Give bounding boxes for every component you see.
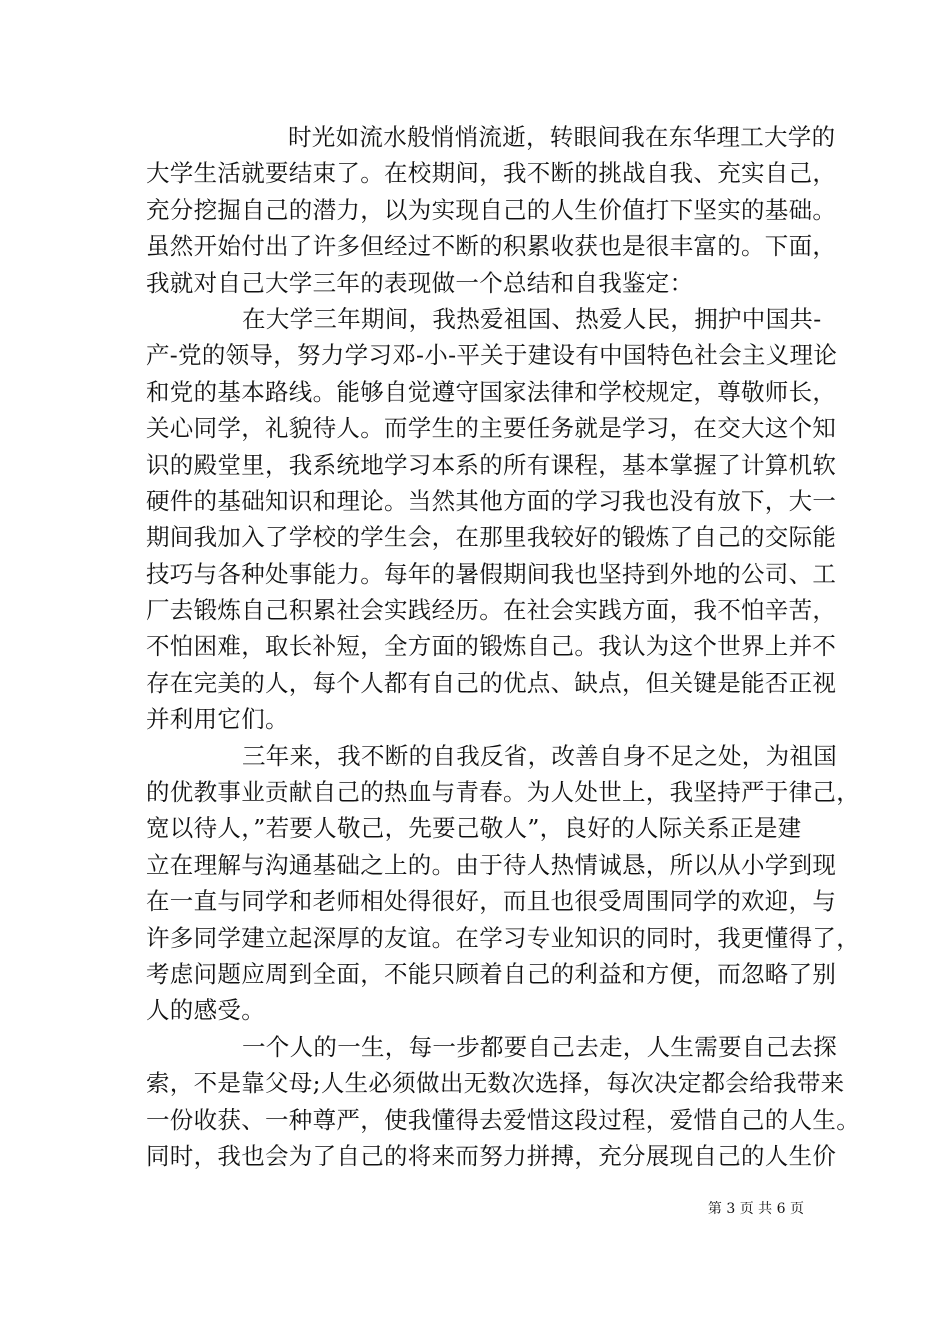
paragraph-line: 硬件的基础知识和理论。当然其他方面的学习我也没有放下，大一 (146, 486, 837, 515)
paragraph-line: 三年来，我不断的自我反省，改善自身不足之处，为祖国 (242, 741, 837, 770)
paragraph-line: 技巧与各种处事能力。每年的暑假期间我也坚持到外地的公司、工 (146, 559, 837, 588)
paragraph-line: 在一直与同学和老师相处得很好，而且也很受周围同学的欢迎，与 (146, 887, 837, 916)
page-number: 第 3 页 共 6 页 (707, 1201, 804, 1217)
paragraph-line: 考虑问题应周到全面，不能只顾着自己的利益和方便，而忽略了别 (146, 959, 837, 988)
paragraph-line: 虽然开始付出了许多但经过不断的积累收获也是很丰富的。下面， (146, 232, 837, 261)
paragraph-line: 期间我加入了学校的学生会，在那里我较好的锻炼了自己的交际能 (146, 523, 837, 552)
paragraph-line: 存在完美的人，每个人都有自己的优点、缺点，但关键是能否正视 (146, 668, 837, 697)
paragraph-line: 一个人的一生，每一步都要自己去走，人生需要自己去探 (242, 1032, 837, 1061)
paragraph-line: 我就对自己大学三年的表现做一个总结和自我鉴定： (146, 268, 694, 297)
paragraph-line: 产-党的领导，努力学习邓-小-平关于建设有中国特色社会主义理论 (146, 341, 838, 370)
paragraph-line: 许多同学建立起深厚的友谊。在学习专业知识的同时，我更懂得了， (146, 923, 860, 952)
document-body (146, 119, 860, 1174)
paragraph-line: 立在理解与沟通基础之上的。由于待人热情诚恳，所以从小学到现 (146, 850, 837, 879)
paragraph-line: 并利用它们。 (146, 705, 289, 734)
paragraph-line: 大学生活就要结束了。在校期间，我不断的挑战自我、充实自己， (146, 159, 837, 188)
paragraph-line: 厂去锻炼自己积累社会实践经历。在社会实践方面，我不怕辛苦， (146, 596, 837, 625)
paragraph-line: 宽以待人，”若要人敬己，先要己敬人”，良好的人际关系正是建 (146, 814, 802, 843)
paragraph-line: 同时，我也会为了自己的将来而努力拼搏，充分展现自己的人生价 (146, 1141, 837, 1170)
paragraph-line: 充分挖掘自己的潜力，以为实现自己的人生价值打下坚实的基础。 (146, 195, 837, 224)
paragraph-line: 人的感受。 (146, 996, 265, 1025)
paragraph-line: 和党的基本路线。能够自觉遵守国家法律和学校规定，尊敬师长， (146, 377, 837, 406)
paragraph-line: 不怕困难，取长补短，全方面的锻炼自己。我认为这个世界上并不 (146, 632, 837, 661)
paragraph-line: 一份收获、一种尊严，使我懂得去爱惜这段过程，爱惜自己的人生。 (146, 1105, 860, 1134)
paragraph-line: 时光如流水般悄悄流逝，转眼间我在东华理工大学的 (288, 123, 836, 151)
paragraph-line: 的优教事业贡献自己的热血与青春。为人处世上，我坚持严于律己， (146, 778, 860, 807)
paragraph-line: 索，不是靠父母;人生必须做出无数次选择，每次决定都会给我带来 (146, 1069, 845, 1098)
paragraph-line: 在大学三年期间，我热爱祖国、热爱人民，拥护中国共- (242, 304, 822, 333)
paragraph-line: 识的殿堂里，我系统地学习本系的所有课程，基本掌握了计算机软 (146, 450, 837, 479)
paragraph-line: 关心同学，礼貌待人。而学生的主要任务就是学习，在交大这个知 (146, 414, 837, 443)
